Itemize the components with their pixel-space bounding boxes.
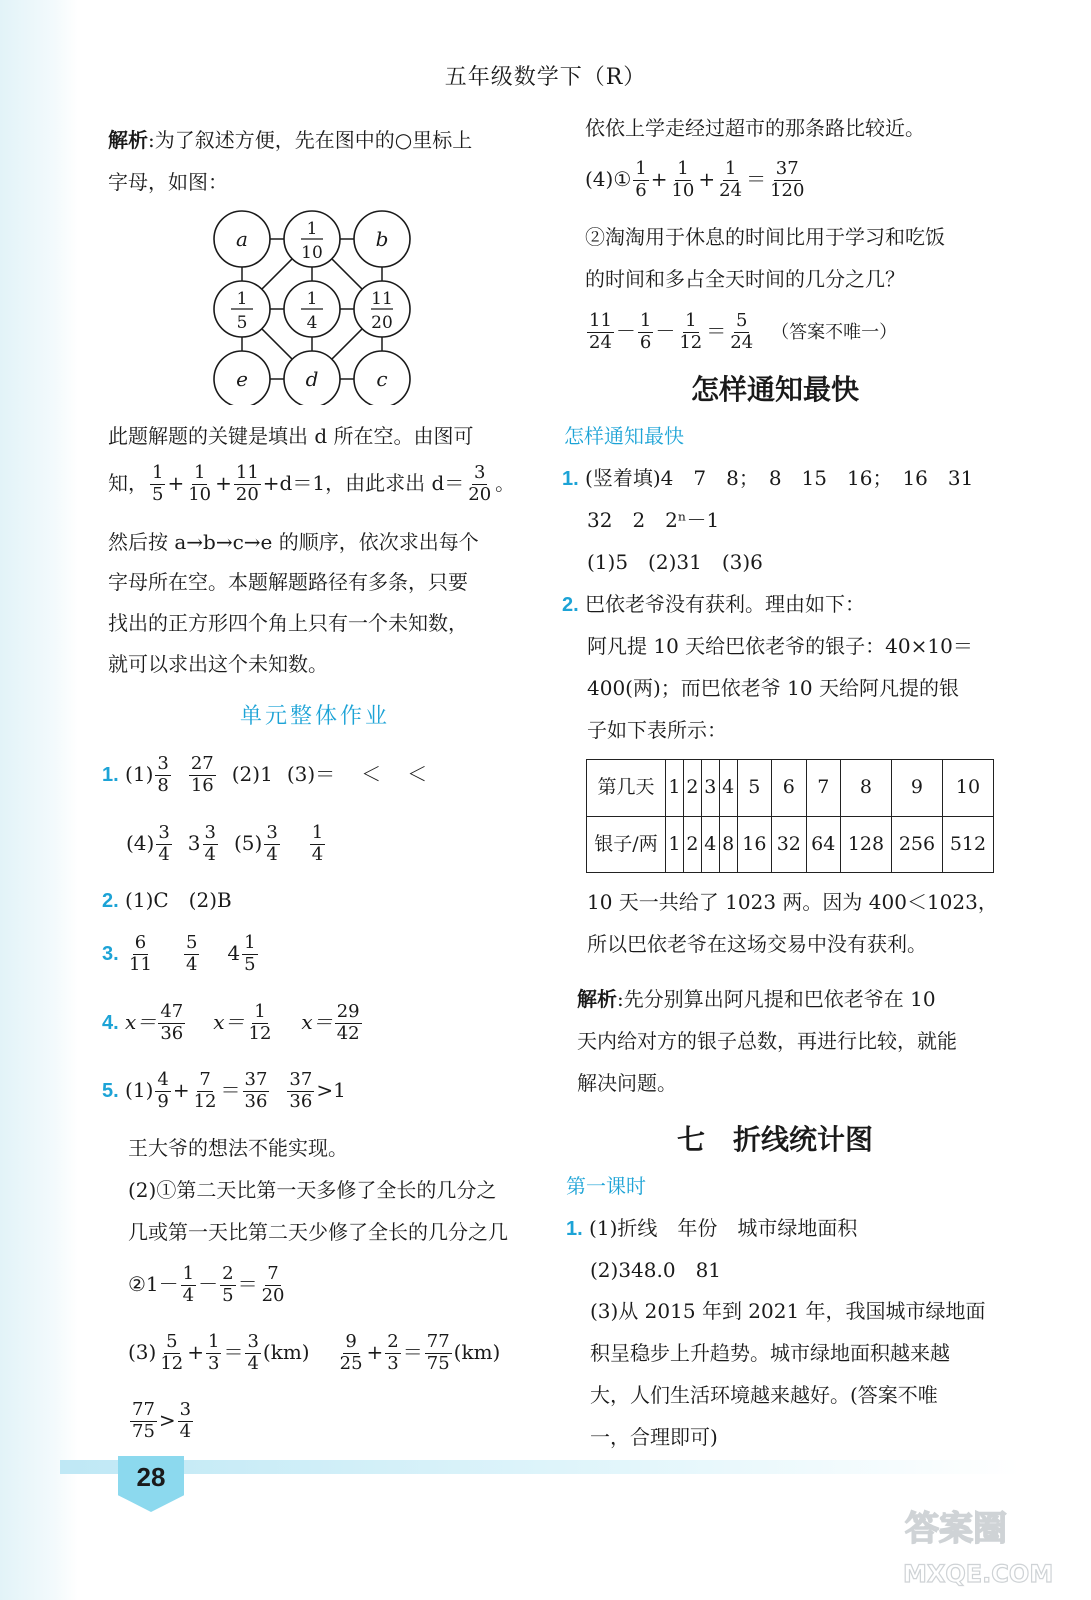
fraction: $\frac{1}{24}$ xyxy=(719,158,743,201)
text: 巴依老爷没有获利。理由如下： xyxy=(585,592,866,616)
diagram-node-m1 xyxy=(214,281,270,337)
svg-text:答案圈: 答案圈 xyxy=(905,1509,1007,1549)
text: +d＝1，由此求出 d＝ xyxy=(262,470,465,495)
fraction: $\frac{29}{42}$ xyxy=(336,1001,360,1044)
table-cell: 2 xyxy=(683,760,701,817)
paragraph-line: 的时间和多占全天时间的几分之几？ xyxy=(585,267,905,291)
text: (km) xyxy=(262,1339,310,1364)
text: (竖着填)4 7 8； 8 15 16； 16 31 xyxy=(585,466,974,490)
fraction: $\frac{5}{24}$ xyxy=(730,310,754,353)
silver-table xyxy=(586,759,994,873)
fraction: $\frac{11}{20}$ xyxy=(235,462,259,505)
text: x＝ xyxy=(213,1009,245,1034)
table-row xyxy=(587,760,994,817)
paragraph-line: 32 2 2ⁿ－1 xyxy=(587,508,720,532)
table-cell: 1 xyxy=(666,760,684,817)
table-cell: 32 xyxy=(772,817,806,873)
fraction: $\frac{2}{3}$ xyxy=(387,1331,399,1374)
fraction: $\frac{1}{10}$ xyxy=(671,158,695,201)
fraction: $\frac{1}{4}$ xyxy=(311,822,324,865)
diagram-node-c xyxy=(354,351,410,405)
paragraph-line: 10 天一共给了 1023 两。因为 400＜1023， xyxy=(587,890,998,914)
table-cell: 4 xyxy=(719,760,737,817)
fraction: $\frac{3}{4}$ xyxy=(158,822,170,865)
table-cell: 3 xyxy=(701,760,719,817)
page-margin-strip xyxy=(0,0,78,1600)
text: :先分别算出阿凡提和巴依老爷在 10 xyxy=(617,987,936,1011)
diagram-node-b xyxy=(354,211,410,267)
fraction-square-diagram xyxy=(208,205,418,405)
diagram-label: 5 xyxy=(236,313,248,333)
paragraph-line: 找出的正方形四个角上只有一个未知数， xyxy=(108,611,468,635)
analysis-intro-line2: 字母，如图： xyxy=(108,170,228,194)
diagram-link-line xyxy=(262,259,292,289)
fraction: $\frac{1}{5}$ xyxy=(244,932,256,975)
fraction: $\frac{3}{4}$ xyxy=(247,1331,259,1374)
diagram-label: d xyxy=(305,367,319,391)
text: x＝ xyxy=(125,1009,157,1034)
paragraph-line: 就可以求出这个未知数。 xyxy=(108,652,328,676)
diagram-label: a xyxy=(236,227,248,251)
fraction: $\frac{4}{9}$ xyxy=(157,1069,169,1112)
fraction: $\frac{7}{12}$ xyxy=(193,1069,217,1112)
table-cell: 7 xyxy=(806,760,840,817)
question-number: 1. xyxy=(102,763,119,786)
question-number: 1. xyxy=(566,1218,583,1240)
text: 。 xyxy=(495,470,516,495)
fraction: $\frac{2}{5}$ xyxy=(222,1263,234,1306)
fraction: $\frac{1}{4}$ xyxy=(182,1263,195,1306)
question-1-line2 xyxy=(126,824,327,865)
table-cell: 4 xyxy=(701,817,719,873)
table-header-cell: 第几天 xyxy=(587,760,666,817)
page-header: 五年级数学下（R） xyxy=(444,65,647,90)
paragraph-line: 积呈稳步上升趋势。城市绿地面积越来越 xyxy=(590,1341,950,1365)
text: ＜ xyxy=(407,761,428,786)
fraction: $\frac{1}{12}$ xyxy=(248,1001,272,1044)
equation-line: ②1－ $\frac{1}{4}$ － $\frac{2}{5}$ ＝ $\frac{7}{20}$ xyxy=(128,1263,285,1306)
table-cell: 8 xyxy=(719,817,737,873)
diagram-link-line xyxy=(262,329,292,359)
fraction: $\frac{47}{36}$ xyxy=(160,1001,184,1044)
text: (1)折线 年份 城市绿地面积 xyxy=(589,1216,858,1240)
diagram-node-m3 xyxy=(354,281,410,337)
question-number: 1. xyxy=(562,468,579,490)
fraction: $\frac{1}{6}$ xyxy=(635,158,647,201)
analysis-label: 解析 xyxy=(108,128,148,152)
paragraph-line: 一，合理即可) xyxy=(590,1425,718,1449)
fraction: $\frac{3}{20}$ xyxy=(468,462,492,505)
text: (3)＝ xyxy=(286,761,336,786)
fraction: $\frac{1}{12}$ xyxy=(679,310,703,353)
text: (2)1 xyxy=(231,761,273,786)
table-cell: 128 xyxy=(840,817,891,873)
chapter-question-1-line1 xyxy=(566,1216,857,1242)
fraction: $\frac{7}{20}$ xyxy=(261,1263,285,1306)
section-title: 怎样通知最快 xyxy=(690,374,859,405)
text: (km) xyxy=(453,1339,501,1364)
fraction: $\frac{9}{25}$ xyxy=(339,1331,363,1374)
table-cell: 64 xyxy=(806,817,840,873)
fraction: $\frac{3}{4}$ xyxy=(266,822,278,865)
paragraph-line: ②淘淘用于休息的时间比用于学习和吃饭 xyxy=(585,225,945,249)
equation-line: (3) $\frac{5}{12}$ + $\frac{1}{3}$ ＝ $\frac{3}{4}$ (km) $\frac{9}{25}$ + $\frac{2}{3}$ ＝ $\frac{77}{75}$ (km) xyxy=(128,1331,501,1374)
question-number: 2. xyxy=(102,890,119,912)
diagram-link-line xyxy=(332,329,362,359)
paragraph-line: 解决问题。 xyxy=(577,1071,677,1095)
paragraph-line: (1)5 (2)31 (3)6 xyxy=(587,550,763,574)
question-4 xyxy=(102,1003,364,1044)
text: >1 xyxy=(316,1077,346,1102)
question-number: 4. xyxy=(102,1011,119,1034)
fraction: $\frac{11}{24}$ xyxy=(589,310,612,353)
text: (1) xyxy=(125,761,154,786)
table-cell: 6 xyxy=(772,760,806,817)
paragraph-line: 天内给对方的银子总数，再进行比较，就能 xyxy=(577,1029,957,1053)
paragraph-line: (2)①第二天比第一天多修了全长的几分之 xyxy=(128,1178,497,1202)
diagram-label: c xyxy=(376,367,388,391)
fraction: $\frac{1}{3}$ xyxy=(208,1331,220,1374)
text: x＝ xyxy=(301,1009,333,1034)
diagram-label: e xyxy=(236,367,248,391)
unit-homework-title: 单元整体作业 xyxy=(240,704,391,729)
table-header-cell: 银子/两 xyxy=(587,817,666,873)
equation-line: $\frac{11}{24}$ － $\frac{1}{6}$ － $\frac{1}{12}$ ＝ $\frac{5}{24}$ （答案不唯一） xyxy=(589,310,898,353)
fraction: $\frac{77}{75}$ xyxy=(132,1399,155,1442)
question-2 xyxy=(102,888,232,914)
diagram-node-d xyxy=(284,351,340,405)
chapter-title: 七 折线统计图 xyxy=(676,1124,873,1155)
equation-line: $\frac{77}{75}$ > $\frac{3}{4}$ xyxy=(132,1399,192,1442)
equation-line: (4)① $\frac{1}{6}$ + $\frac{1}{10}$ + $\frac{1}{24}$ ＝ $\frac{37}{120}$ xyxy=(585,158,805,201)
fraction: $\frac{3}{4}$ xyxy=(179,1399,192,1442)
paragraph-line: 几或第一天比第二天少修了全长的几分之几 xyxy=(128,1220,508,1244)
question-2-line1 xyxy=(562,592,865,618)
analysis-line1 xyxy=(577,987,936,1012)
paragraph-line: 阿凡提 10 天给巴依老爷的银子：40×10＝ xyxy=(587,634,973,658)
table-cell: 9 xyxy=(891,760,942,817)
table-cell: 8 xyxy=(840,760,891,817)
question-number: 2. xyxy=(562,594,579,616)
question-number: 5. xyxy=(102,1079,119,1102)
diagram-label: 1 xyxy=(306,289,318,309)
question-1-line1 xyxy=(102,755,427,796)
table-cell: 1 xyxy=(666,817,684,873)
text: (1)C (2)B xyxy=(125,888,232,912)
text: (5) xyxy=(233,830,263,855)
analysis-intro-line1 xyxy=(108,128,472,153)
table-row xyxy=(587,817,994,873)
text: ＜ xyxy=(361,761,382,786)
text: （答案不唯一） xyxy=(771,321,898,343)
paragraph-line: 王大爷的想法不能实现。 xyxy=(128,1136,348,1160)
question-1-line1 xyxy=(562,466,973,492)
table-cell: 10 xyxy=(942,760,993,817)
text: 3 xyxy=(187,830,201,855)
paragraph-line: 子如下表所示： xyxy=(587,718,727,742)
diagram-label: 11 xyxy=(371,289,393,309)
paragraph-line: 然后按 a→b→c→e 的顺序，依次求出每个 xyxy=(108,530,479,554)
lesson-title: 第一课时 xyxy=(566,1174,646,1198)
question-5-line1: 5. (1) $\frac{4}{9}$ + $\frac{7}{12}$ ＝ $\frac{37}{36}$ $\frac{37}{36}$ >1 xyxy=(102,1069,346,1112)
text: 4 xyxy=(227,940,241,965)
diagram-label: 10 xyxy=(301,243,323,263)
paragraph-line: (3)从 2015 年到 2021 年，我国城市绿地面 xyxy=(590,1299,986,1323)
page-number: 28 xyxy=(136,1462,166,1492)
fraction: $\frac{3}{8}$ xyxy=(157,753,169,796)
analysis-text: :为了叙述方便，先在图中的○里标上 xyxy=(148,128,473,152)
question-3 xyxy=(102,934,260,975)
diagram-node-t1 xyxy=(284,211,340,267)
fraction: $\frac{6}{11}$ xyxy=(129,932,152,975)
table-cell: 16 xyxy=(737,817,771,873)
fraction: $\frac{1}{6}$ xyxy=(639,310,652,353)
paragraph-line: 所以巴依老爷在这场交易中没有获利。 xyxy=(587,932,927,956)
paragraph-line: 字母所在空。本题解题路径有多条，只要 xyxy=(108,570,468,594)
diagram-label: 1 xyxy=(236,289,248,309)
watermark-logo xyxy=(895,1490,1075,1590)
text: (4)① xyxy=(585,166,632,191)
text: (4) xyxy=(126,830,155,855)
diagram-label: 1 xyxy=(306,219,318,239)
table-cell: 512 xyxy=(942,817,993,873)
diagram-label: 20 xyxy=(371,313,393,333)
diagram-node-m2 xyxy=(284,281,340,337)
fraction: $\frac{37}{36}$ xyxy=(244,1069,268,1112)
analysis-label: 解析 xyxy=(577,987,617,1011)
diagram-label: 4 xyxy=(306,313,318,333)
fraction: $\frac{1}{10}$ xyxy=(188,462,212,505)
paragraph-line: (2)348.0 81 xyxy=(590,1258,722,1282)
fraction: $\frac{37}{36}$ xyxy=(289,1069,313,1112)
text: (1) xyxy=(125,1077,154,1102)
paragraph-line: 大，人们生活环境越来越好。(答案不唯 xyxy=(590,1383,938,1407)
diagram-node-a xyxy=(214,211,270,267)
text: 知， xyxy=(108,470,148,495)
paragraph-line: 400(两)；而巴依老爷 10 天给阿凡提的银 xyxy=(587,676,959,700)
fraction: $\frac{37}{120}$ xyxy=(770,158,805,201)
fraction: $\frac{77}{75}$ xyxy=(426,1331,450,1374)
question-number: 3. xyxy=(102,942,119,965)
equation-line: 知， $\frac{1}{5}$ + $\frac{1}{10}$ + $\frac{11}{20}$ +d＝1，由此求出 d＝ $\frac{3}{20}$ 。 xyxy=(108,462,516,505)
table-cell: 256 xyxy=(891,817,942,873)
fraction: $\frac{5}{12}$ xyxy=(160,1331,184,1374)
paragraph-line: 依依上学走经过超市的那条路比较近。 xyxy=(585,116,925,140)
text: (3) xyxy=(128,1339,157,1364)
footer-band xyxy=(60,1460,1020,1474)
paragraph-line: 此题解题的关键是填出 d 所在空。由图可 xyxy=(108,424,474,448)
diagram-node-e xyxy=(214,351,270,405)
table-cell: 2 xyxy=(683,817,701,873)
diagram-label: b xyxy=(375,227,389,251)
fraction: $\frac{1}{5}$ xyxy=(152,462,164,505)
text: ②1－ xyxy=(128,1271,179,1296)
table-cell: 5 xyxy=(737,760,771,817)
diagram-link-line xyxy=(332,259,362,289)
fraction: $\frac{3}{4}$ xyxy=(204,822,216,865)
subsection-title: 怎样通知最快 xyxy=(564,424,684,448)
svg-text:MXQE.COM: MXQE.COM xyxy=(903,1560,1054,1588)
fraction: $\frac{5}{4}$ xyxy=(185,932,198,975)
fraction: $\frac{27}{16}$ xyxy=(190,753,214,796)
